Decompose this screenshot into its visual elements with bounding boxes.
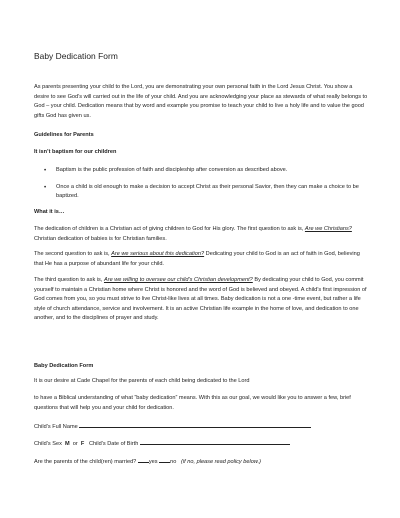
- form-intro-paragraph: to have a Biblical understanding of what “baby dedication” means. With this as our goal, we would like you to answer a few, brief questions that will help you and your child for dedication.: [34, 395, 351, 411]
- question-one-rest: Christian dedication of babies is for Christian families.: [34, 235, 167, 242]
- sex-option-f[interactable]: F: [80, 441, 85, 447]
- baptism-bullet-list: [34, 166, 368, 202]
- full-name-label: Child’s Full Name: [34, 424, 78, 430]
- full-name-row: [34, 420, 368, 433]
- page-title: Baby Dedication Form: [34, 51, 118, 61]
- sex-label: Child’s Sex: [34, 441, 62, 447]
- married-yes-label: yes: [148, 459, 158, 465]
- bullet-item-decision: • Once a child is old enough to make a decision to accept Christ as their personal Savior, then they can make a choice to be baptized.: [34, 183, 368, 202]
- question-two-text: The second question to ask is,: [34, 251, 112, 257]
- question-one-paragraph: [34, 225, 368, 244]
- bullet-item-baptism: • Baptism is the public profession of faith and discipleship after conversion as described above.: [34, 166, 368, 176]
- guidelines-heading: Guidelines for Parents: [34, 132, 94, 138]
- policy-note: (if no, please read policy below.): [181, 459, 261, 465]
- full-name-field[interactable]: [79, 420, 311, 428]
- dob-field[interactable]: [140, 437, 290, 445]
- married-yes-blank[interactable]: [138, 455, 149, 463]
- married-no-blank[interactable]: [159, 455, 170, 463]
- intro-paragraph: As parents presenting your child to the Lord, you are demonstrating your own personal faith in the Lord Jesus Christ. You show a desire to see God’s will carried out in the life of your child. And you are acknowledging your place as stewards of what really belongs to God – your child. Dedication means that by word and example you promise to teach your child to live a holy life and to value the good gifts God has given us.: [34, 84, 368, 119]
- question-three-emphasis: Are we willing to oversee our child’s Christian development?: [103, 277, 253, 283]
- question-three-rest: By dedicating your child to God, you commit yourself to maintain a Christian home where Christ is honored and the word of God is believed and obeyed. A child’s first impression of God comes from you, so you must strive to live Christ-like lives at all times. Baby dedication is not a one -time event, but rather a life style of church attendance, service and involvement. It is an active Christian life example in the home of love, and dedication to one another, and to the disciplines of prayer and study.: [34, 277, 367, 322]
- form-heading: Baby Dedication Form: [34, 363, 94, 369]
- married-row: [34, 455, 368, 468]
- sex-dob-row: [34, 437, 368, 450]
- not-baptism-heading: It isn’t baptism for our children: [34, 149, 117, 155]
- what-it-is-heading: What it is…: [34, 209, 65, 215]
- question-one-text: The dedication of children is a Christian act of giving children to God for His glory. The first question to ask is,: [34, 226, 305, 232]
- question-one-emphasis: Are we Christians?: [304, 226, 352, 232]
- form-intro-line: It is our desire at Cade Chapel for the parents of each child being dedicated to the Lord: [34, 378, 250, 384]
- question-two-rest: Dedicating your child to God is an act of faith in God, believing that He has a purpose of abundant life for your child.: [34, 251, 360, 267]
- sex-or-text: or: [72, 441, 78, 447]
- question-three-paragraph: [34, 276, 368, 324]
- married-label: Are the parents of the child(ren) married?: [34, 459, 137, 465]
- dob-label: Child’s Date of Birth: [88, 441, 139, 447]
- married-no-label: no: [170, 459, 177, 465]
- question-three-text: The third question to ask is,: [34, 277, 104, 283]
- question-two-paragraph: [34, 250, 368, 269]
- sex-option-m[interactable]: M: [65, 441, 70, 447]
- question-two-emphasis: Are we serious about this dedication?: [111, 251, 205, 257]
